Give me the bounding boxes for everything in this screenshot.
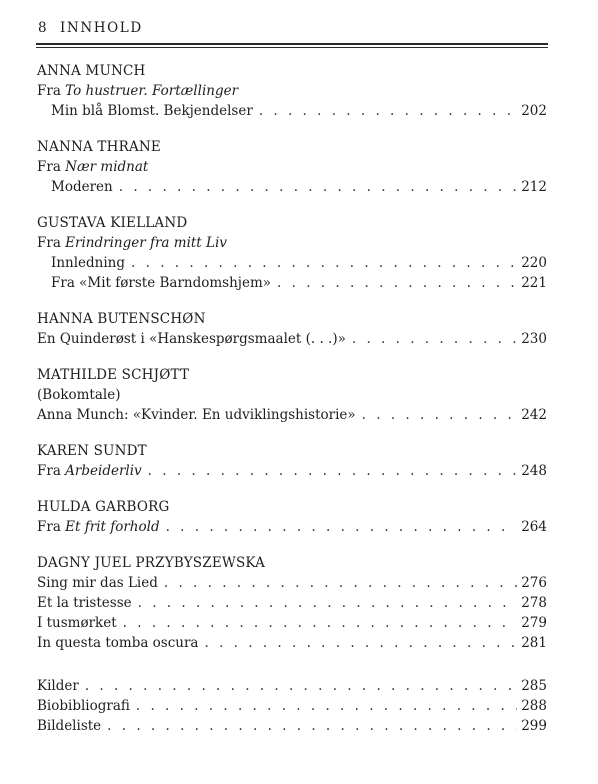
toc-entry — [37, 593, 547, 613]
page-ref: 242 — [521, 407, 547, 423]
toc-entry — [37, 461, 547, 481]
toc-section — [37, 676, 547, 736]
source-prefix: Fra — [37, 235, 66, 251]
table-of-contents — [37, 61, 547, 752]
toc-entry — [37, 716, 547, 736]
dot-leader — [148, 461, 518, 481]
page-ref: 285 — [521, 678, 547, 694]
header-rule-thin — [36, 47, 548, 48]
toc-section — [37, 441, 547, 481]
author-name: HULDA GARBORG — [37, 499, 170, 515]
entry-title — [37, 461, 148, 481]
page-ref: 248 — [521, 463, 547, 479]
dot-leader — [277, 273, 517, 293]
toc-entry — [37, 696, 547, 716]
dot-leader — [205, 633, 518, 653]
toc-entry — [37, 177, 547, 197]
entry-title: Min blå Blomst. Bekjendelser — [51, 103, 253, 119]
note-line: (Bokomtale) — [37, 387, 121, 403]
toc-entry — [37, 633, 547, 653]
page-ref: 279 — [521, 615, 547, 631]
toc-entry — [37, 253, 547, 273]
entry-title: In questa tomba oscura — [37, 635, 199, 651]
source-prefix: Fra — [37, 159, 66, 175]
author-name: MATHILDE SCHJØTT — [37, 367, 190, 383]
page-ref: 202 — [521, 103, 547, 119]
dot-leader — [166, 517, 518, 537]
page-ref: 212 — [521, 179, 547, 195]
page-ref: 264 — [521, 519, 547, 535]
dot-leader — [107, 716, 517, 736]
entry-title — [37, 517, 166, 537]
source-title: To hustruer. Fortællinger — [65, 83, 239, 99]
entry-title: Kilder — [37, 678, 79, 694]
toc-section — [37, 309, 547, 349]
source-line — [37, 157, 547, 177]
page-number: 8 — [38, 20, 49, 36]
toc-entry — [37, 405, 547, 425]
toc-section — [37, 137, 547, 197]
source-prefix: Fra — [37, 83, 66, 99]
dot-leader — [131, 253, 517, 273]
dot-leader — [352, 329, 517, 349]
entry-title: Fra «Mit første Barndomshjem» — [51, 275, 272, 291]
entry-title: Et la tristesse — [37, 595, 132, 611]
dot-leader — [259, 101, 517, 121]
entry-prefix: Fra — [37, 463, 66, 479]
page-ref: 276 — [521, 575, 547, 591]
toc-entry — [37, 573, 547, 593]
author-name: GUSTAVA KIELLAND — [37, 215, 188, 231]
dot-leader — [119, 177, 517, 197]
source-line — [37, 81, 547, 101]
toc-entry — [37, 101, 547, 121]
dot-leader — [362, 405, 518, 425]
toc-section — [37, 365, 547, 425]
entry-title-italic: Et frit forhold — [65, 519, 160, 535]
toc-section — [37, 61, 547, 121]
page-ref: 221 — [521, 275, 547, 291]
source-title: Nær midnat — [65, 159, 149, 175]
entry-prefix: Fra — [37, 519, 66, 535]
entry-title-italic: Arbeiderliv — [65, 463, 142, 479]
page-ref: 278 — [521, 595, 547, 611]
dot-leader — [85, 676, 517, 696]
page-ref: 299 — [521, 718, 547, 734]
dot-leader — [164, 573, 517, 593]
entry-title: En Quinderøst i «Hanskespørgsmaalet (. . .)» — [37, 331, 346, 347]
toc-entry — [37, 329, 547, 349]
page-title: INNHOLD — [60, 20, 143, 36]
toc-section — [37, 213, 547, 293]
entry-title: Innledning — [51, 255, 126, 271]
toc-entry — [37, 613, 547, 633]
toc-section — [37, 497, 547, 537]
header-rule-thick — [36, 43, 548, 45]
entry-title: Anna Munch: «Kvinder. En udviklingshistorie» — [37, 407, 356, 423]
dot-leader — [138, 593, 518, 613]
dot-leader — [136, 696, 517, 716]
author-name: DAGNY JUEL PRZYBYSZEWSKA — [37, 555, 266, 571]
page-ref: 288 — [521, 698, 547, 714]
toc-entry — [37, 273, 547, 293]
entry-title: Moderen — [51, 179, 113, 195]
page-ref: 220 — [521, 255, 547, 271]
source-title: Erindringer fra mitt Liv — [65, 235, 227, 251]
dot-leader — [123, 613, 518, 633]
author-name: KAREN SUNDT — [37, 443, 147, 459]
author-name: HANNA BUTENSCHØN — [37, 311, 206, 327]
author-name: NANNA THRANE — [37, 139, 161, 155]
running-head — [38, 20, 143, 36]
page-ref: 281 — [521, 635, 547, 651]
entry-title: I tusmørket — [37, 615, 117, 631]
toc-entry — [37, 517, 547, 537]
source-line — [37, 233, 547, 253]
toc-section — [37, 553, 547, 653]
toc-entry — [37, 676, 547, 696]
entry-title: Biobibliografi — [37, 698, 130, 714]
page-ref: 230 — [521, 331, 547, 347]
author-name: ANNA MUNCH — [37, 63, 146, 79]
entry-title: Bildeliste — [37, 718, 102, 734]
entry-title: Sing mir das Lied — [37, 575, 158, 591]
